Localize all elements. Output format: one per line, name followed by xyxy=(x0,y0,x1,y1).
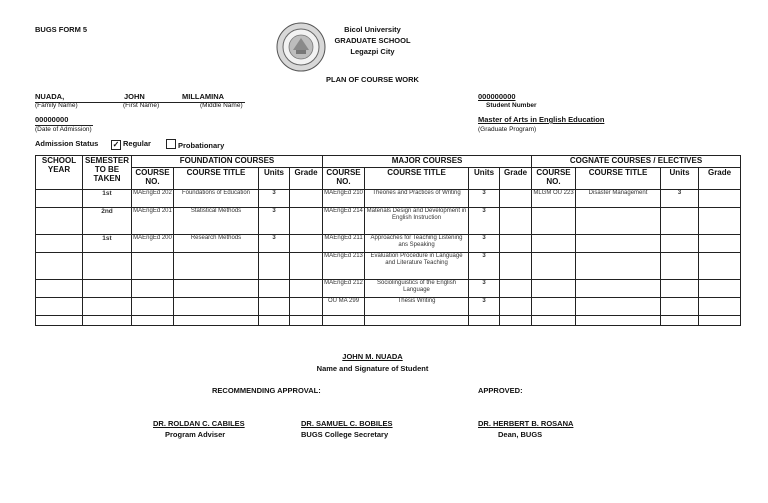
graduate-program: Master of Arts in English Education xyxy=(478,115,605,124)
semester-cell xyxy=(83,298,132,316)
first-name-label: (First Name) xyxy=(123,102,160,109)
foundation-course-title xyxy=(174,253,259,280)
cognate-grade xyxy=(699,298,741,316)
header-m-units: Units xyxy=(469,168,500,190)
major-course-title: Approaches for Teaching Listening ans Speaking xyxy=(365,235,469,253)
cognate-course-no xyxy=(532,253,576,280)
student-signature-name: JOHN M. NUADA xyxy=(342,352,403,361)
foundation-course-no: MAEngEd 201 xyxy=(132,208,174,235)
cognate-units xyxy=(661,316,699,326)
major-course-title: Thesis Writing xyxy=(365,298,469,316)
date-label: (Date of Admission) xyxy=(35,126,92,133)
header-foundation: FOUNDATION COURSES xyxy=(132,156,323,168)
cognate-course-no xyxy=(532,208,576,235)
foundation-grade xyxy=(290,235,323,253)
semester-cell xyxy=(83,253,132,280)
foundation-course-title xyxy=(174,298,259,316)
cognate-grade xyxy=(699,280,741,298)
table-row xyxy=(36,208,741,235)
semester-cell xyxy=(83,316,132,326)
adviser-title: Program Adviser xyxy=(165,430,226,439)
dean-name: DR. HERBERT B. ROSANA xyxy=(478,419,574,428)
foundation-course-no: MAEngEd 202 xyxy=(132,190,174,208)
form-title: PLAN OF COURSE WORK xyxy=(326,75,419,84)
header-m-grade: Grade xyxy=(500,168,532,190)
header-cognate: COGNATE COURSES / ELECTIVES xyxy=(532,156,741,168)
family-name-label: (Family Name) xyxy=(35,102,78,109)
cognate-course-title: Disaster Management xyxy=(576,190,661,208)
family-name: NUADA, xyxy=(35,92,65,101)
table-row xyxy=(36,280,741,298)
major-units: 3 xyxy=(469,298,500,316)
foundation-units xyxy=(259,280,290,298)
major-grade xyxy=(500,190,532,208)
program-label: (Graduate Program) xyxy=(478,126,537,133)
foundation-course-title xyxy=(174,280,259,298)
school-year-cell xyxy=(36,253,83,280)
major-course-no: MAEngEd 210 xyxy=(323,190,365,208)
probationary-label: Probationary xyxy=(178,141,225,150)
foundation-units: 3 xyxy=(259,208,290,235)
header-school-year: SCHOOL YEAR xyxy=(36,156,83,190)
regular-option[interactable] xyxy=(111,139,151,150)
header-c-course-no: COURSE NO. xyxy=(532,168,576,190)
cognate-grade xyxy=(699,235,741,253)
cognate-course-no xyxy=(532,298,576,316)
cognate-units xyxy=(661,298,699,316)
major-course-title xyxy=(365,316,469,326)
regular-checkbox[interactable]: ✓ xyxy=(112,140,120,149)
dean-title: Dean, BUGS xyxy=(498,430,543,439)
cognate-units xyxy=(661,208,699,235)
cognate-course-no xyxy=(532,235,576,253)
header-c-grade: Grade xyxy=(699,168,741,190)
semester-cell: 2nd xyxy=(83,208,132,235)
major-course-no: OU MA 299 xyxy=(323,298,365,316)
cognate-grade xyxy=(699,190,741,208)
foundation-units: 3 xyxy=(259,190,290,208)
school-year-cell xyxy=(36,208,83,235)
university-seal-icon xyxy=(276,22,326,72)
major-units: 3 xyxy=(469,190,500,208)
major-course-title: Theories and Practices of Writing xyxy=(365,190,469,208)
cognate-course-title xyxy=(576,298,661,316)
first-name: JOHN xyxy=(124,92,145,101)
major-course-no: MAEngEd 213 xyxy=(323,253,365,280)
secretary-title: BUGS College Secretary xyxy=(301,430,389,439)
foundation-units xyxy=(259,253,290,280)
major-grade xyxy=(500,280,532,298)
cognate-grade xyxy=(699,316,741,326)
table-row xyxy=(36,253,741,280)
header-c-course-title: COURSE TITLE xyxy=(576,168,661,190)
foundation-course-no xyxy=(132,316,174,326)
major-course-no xyxy=(323,316,365,326)
approved-label: APPROVED: xyxy=(478,386,523,395)
cognate-course-no: MLGM OU 223 xyxy=(532,190,576,208)
major-course-title: Sociolinguistics of the English Language xyxy=(365,280,469,298)
cognate-grade xyxy=(699,208,741,235)
major-grade xyxy=(500,253,532,280)
school-year-cell xyxy=(36,235,83,253)
recommending-approval-label: RECOMMENDING APPROVAL: xyxy=(212,386,321,395)
foundation-course-title: Foundations of Education xyxy=(174,190,259,208)
cognate-grade xyxy=(699,253,741,280)
form-id: BUGS FORM 5 xyxy=(35,25,88,34)
cognate-units xyxy=(661,280,699,298)
school-year-cell xyxy=(36,280,83,298)
header-semester: SEMESTER TO BE TAKEN xyxy=(83,156,132,190)
header-f-course-no: COURSE NO. xyxy=(132,168,174,190)
foundation-course-title xyxy=(174,316,259,326)
university-name: Bicol University xyxy=(344,25,401,34)
major-course-title: Evaluation Procedure in Language and Literature Teaching xyxy=(365,253,469,280)
table-row xyxy=(36,298,741,316)
adviser-name: DR. ROLDAN C. CABILES xyxy=(153,419,245,428)
cognate-course-no xyxy=(532,280,576,298)
admission-status-label: Admission Status xyxy=(35,139,99,148)
table-row xyxy=(36,316,741,326)
major-units: 3 xyxy=(469,235,500,253)
foundation-grade xyxy=(290,298,323,316)
probationary-checkbox[interactable] xyxy=(166,139,176,149)
cognate-units xyxy=(661,253,699,280)
major-course-no: MAEngEd 212 xyxy=(323,280,365,298)
major-units: 3 xyxy=(469,253,500,280)
major-units: 3 xyxy=(469,208,500,235)
table-row xyxy=(36,190,741,208)
foundation-grade xyxy=(290,190,323,208)
major-grade xyxy=(500,316,532,326)
school-year-cell xyxy=(36,298,83,316)
foundation-grade xyxy=(290,316,323,326)
cognate-course-title xyxy=(576,253,661,280)
middle-name-label: (Middle Name) xyxy=(200,102,243,109)
cognate-course-title xyxy=(576,280,661,298)
school-year-cell xyxy=(36,316,83,326)
header-f-grade: Grade xyxy=(290,168,323,190)
student-number: 000000000 xyxy=(478,92,516,101)
probationary-option[interactable] xyxy=(166,139,224,150)
middle-name: MILLAMINA xyxy=(182,92,225,101)
school-year-cell xyxy=(36,190,83,208)
foundation-course-no xyxy=(132,298,174,316)
semester-cell xyxy=(83,280,132,298)
student-number-label: Student Number xyxy=(486,102,537,109)
cognate-units: 3 xyxy=(661,190,699,208)
header-m-course-title: COURSE TITLE xyxy=(365,168,469,190)
foundation-course-title: Research Methods xyxy=(174,235,259,253)
cognate-course-no xyxy=(532,316,576,326)
regular-label: Regular xyxy=(123,139,151,148)
major-grade xyxy=(500,298,532,316)
major-grade xyxy=(500,208,532,235)
foundation-units xyxy=(259,316,290,326)
semester-cell: 1st xyxy=(83,190,132,208)
foundation-grade xyxy=(290,280,323,298)
header-f-units: Units xyxy=(259,168,290,190)
cognate-course-title xyxy=(576,208,661,235)
city-name: Legazpi City xyxy=(350,47,395,56)
foundation-course-no xyxy=(132,253,174,280)
school-name: GRADUATE SCHOOL xyxy=(334,36,411,45)
semester-cell: 1st xyxy=(83,235,132,253)
cognate-units xyxy=(661,235,699,253)
secretary-name: DR. SAMUEL C. BOBILES xyxy=(301,419,393,428)
foundation-units: 3 xyxy=(259,235,290,253)
foundation-course-no xyxy=(132,280,174,298)
header-f-course-title: COURSE TITLE xyxy=(174,168,259,190)
header-c-units: Units xyxy=(661,168,699,190)
cognate-course-title xyxy=(576,235,661,253)
foundation-units xyxy=(259,298,290,316)
student-signature-caption: Name and Signature of Student xyxy=(316,364,429,373)
table-row xyxy=(36,235,741,253)
course-plan-table xyxy=(35,155,741,326)
date-of-admission: 00000000 xyxy=(35,115,69,124)
foundation-course-title: Statistical Methods xyxy=(174,208,259,235)
major-course-no: MAEngEd 214 xyxy=(323,208,365,235)
major-units xyxy=(469,316,500,326)
major-grade xyxy=(500,235,532,253)
header-m-course-no: COURSE NO. xyxy=(323,168,365,190)
header-major: MAJOR COURSES xyxy=(323,156,532,168)
major-course-no: MAEngEd 211 xyxy=(323,235,365,253)
major-units: 3 xyxy=(469,280,500,298)
foundation-course-no: MAEngEd 200 xyxy=(132,235,174,253)
foundation-grade xyxy=(290,253,323,280)
foundation-grade xyxy=(290,208,323,235)
major-course-title: Materials Design and Development in English Instruction xyxy=(365,208,469,235)
cognate-course-title xyxy=(576,316,661,326)
